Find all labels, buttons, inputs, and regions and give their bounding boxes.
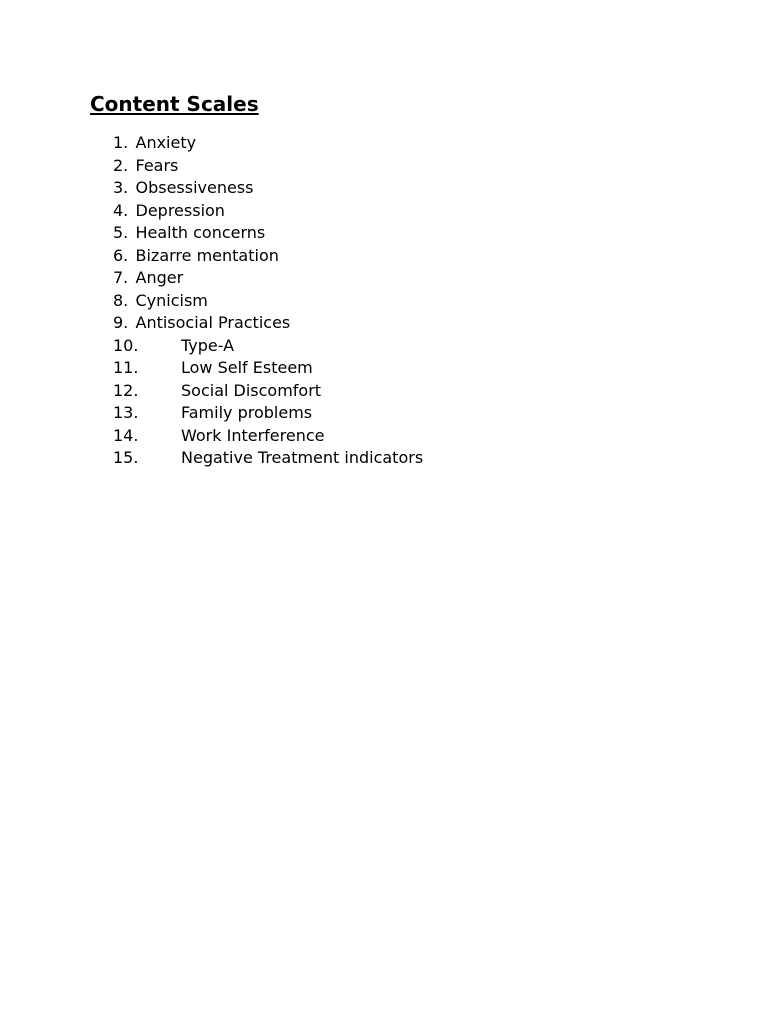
list-item-number: 2.	[113, 155, 129, 175]
list-item-label: Negative Treatment indicators	[181, 448, 424, 467]
list-item-number: 15.	[113, 448, 139, 467]
list-item-label: Antisocial Practices	[135, 313, 291, 332]
list-item-label: Cynicism	[135, 290, 208, 310]
list-item-label: Bizarre mentation	[135, 245, 279, 265]
list-item-label: Anxiety	[135, 133, 197, 152]
list-item-number: 12.	[113, 380, 139, 400]
list-item-number: 7.	[113, 268, 129, 287]
list-item-label: Low Self Esteem	[181, 358, 313, 377]
list-item-number: 1.	[113, 133, 129, 152]
list-item-number: 3.	[113, 178, 129, 197]
list-item-number: 6.	[113, 245, 129, 265]
list-item-label: Fears	[135, 155, 179, 175]
list-item-label: Work Interference	[181, 425, 325, 445]
page-title: Content Scales	[90, 92, 259, 116]
list-item-label: Anger	[135, 268, 184, 287]
list-item-number: 11.	[113, 358, 139, 377]
list-item-label: Family problems	[181, 403, 313, 422]
list-item-label: Social Discomfort	[181, 380, 322, 400]
list-item-number: 4.	[113, 200, 129, 220]
list-item-number: 5.	[113, 223, 129, 242]
list-item-number: 14.	[113, 425, 139, 445]
list-item-number: 9.	[113, 313, 129, 332]
list-item-label: Health concerns	[135, 223, 266, 242]
list-item-number: 13.	[113, 403, 139, 422]
list-item-label: Type-A	[181, 335, 235, 355]
list-item-number: 8.	[113, 290, 129, 310]
list-item-label: Depression	[135, 200, 225, 220]
list-item-label: Obsessiveness	[135, 178, 254, 197]
list-item-number: 10.	[113, 335, 139, 355]
